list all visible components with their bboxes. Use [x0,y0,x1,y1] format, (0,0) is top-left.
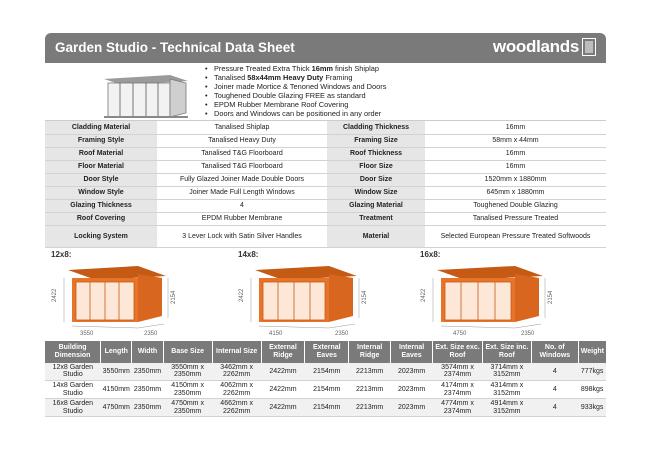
logo-box-icon [582,38,596,56]
building-12x8-diagram [48,258,198,338]
column-header: No. of Windows [531,341,578,363]
column-header: Building Dimension [45,341,101,363]
spec-row: Roof Material Tanalised T&G Floorboard Roof Thickness 16mm [45,147,606,160]
spec-table [45,121,606,248]
column-header: Internal Eaves [391,341,433,363]
drawing-label: 16x8: [420,249,441,259]
dimension-label: 2422 [239,288,245,302]
spec-row: Door Style Fully Glazed Joiner Made Double Doors Door Size 1520mm x 1880mm [45,173,606,186]
dimension-label: 3550 [80,330,94,337]
page-title: Garden Studio - Technical Data Sheet [55,40,295,55]
column-header: Weight [578,341,606,363]
spec-row: Framing Style Tanalised Heavy Duty Framing Size 58mm x 44mm [45,134,606,147]
column-header: External Ridge [261,341,305,363]
spec-row: Window Style Joiner Made Full Length Windows Window Size 645mm x 1880mm [45,186,606,199]
feature-item: • Doors and Windows can be positioned in any order [205,110,386,119]
dimension-label: 2350 [335,330,349,337]
dimension-label: 2350 [144,330,158,337]
dimension-label: 2154 [171,290,177,304]
column-header: Width [132,341,163,363]
table-row: 14x8 Garden Studio 4150mm 2350mm 4150mm x 2350mm 4062mm x 2262mm 2422mm 2154mm 2213mm 2023mm 4174mm x 2374mm 4314mm x 3152mm 4 898kgs [45,381,606,399]
spec-row: Cladding Material Tanalised Shiplap Cladding Thickness 16mm [45,121,606,134]
features-list [205,65,386,118]
spec-row: Roof Covering EPDM Rubber Membrane Treatment Tanalised Pressure Treated [45,212,606,225]
spec-row: Floor Material Tanalised T&G Floorboard Floor Size 16mm [45,160,606,173]
drawing-label: 12x8: [51,249,72,259]
drawing-16x8 [417,250,567,338]
dimension-label: 2422 [421,288,427,302]
studio-thumbnail-image [100,69,192,119]
column-header: Ext. Size inc. Roof [482,341,531,363]
dimension-label: 4150 [269,330,283,337]
dimension-label: 2154 [548,290,554,304]
feature-item: • Pressure Treated Extra Thick 16mm finish Shiplap [205,65,386,74]
dimensions-table [45,341,606,418]
table-row: 16x8 Garden Studio 4750mm 2350mm 4750mm x 2350mm 4662mm x 2262mm 2422mm 2154mm 2213mm 2023mm 4774mm x 2374mm 4914mm x 3152mm 4 933kgs [45,399,606,417]
spec-row: Locking System 3 Lever Lock with Satin Silver Handles Material Selected European Pressure Treated Softwoods [45,225,606,247]
column-header: Internal Size [212,341,261,363]
feature-item: • Joiner made Mortice & Tenoned Windows and Doors [205,83,386,92]
data-sheet [45,33,606,445]
column-header: Base Size [163,341,212,363]
dimension-label: 2154 [362,290,368,304]
intro-section [45,63,606,121]
logo-text: woodlands [492,37,579,56]
dimension-label: 2350 [521,330,535,337]
drawing-label: 14x8: [238,249,259,259]
feature-item: • Toughened Double Glazing FREE as standard [205,92,386,101]
building-14x8-diagram [235,258,385,338]
column-header: External Eaves [305,341,349,363]
drawings-section [45,248,606,341]
woodlands-logo [493,37,596,57]
building-16x8-diagram [417,258,567,338]
dimensions-header-row [45,341,606,363]
column-header: Ext. Size exc. Roof [433,341,483,363]
header-bar [45,33,606,63]
feature-item: • Tanalised 58x44mm Heavy Duty Framing [205,74,386,83]
column-header: Length [101,341,132,363]
drawing-12x8 [48,250,198,338]
spec-row: Glazing Thickness 4 Glazing Material Toughened Double Glazing [45,199,606,212]
feature-item: • EPDM Rubber Membrane Roof Covering [205,101,386,110]
table-row: 12x8 Garden Studio 3550mm 2350mm 3550mm x 2350mm 3462mm x 2262mm 2422mm 2154mm 2213mm 2023mm 3574mm x 2374mm 3714mm x 3152mm 4 777kgs [45,363,606,381]
dimension-label: 4750 [453,330,467,337]
dimension-label: 2422 [52,288,58,302]
drawing-14x8 [235,250,385,338]
column-header: Internal Ridge [349,341,391,363]
